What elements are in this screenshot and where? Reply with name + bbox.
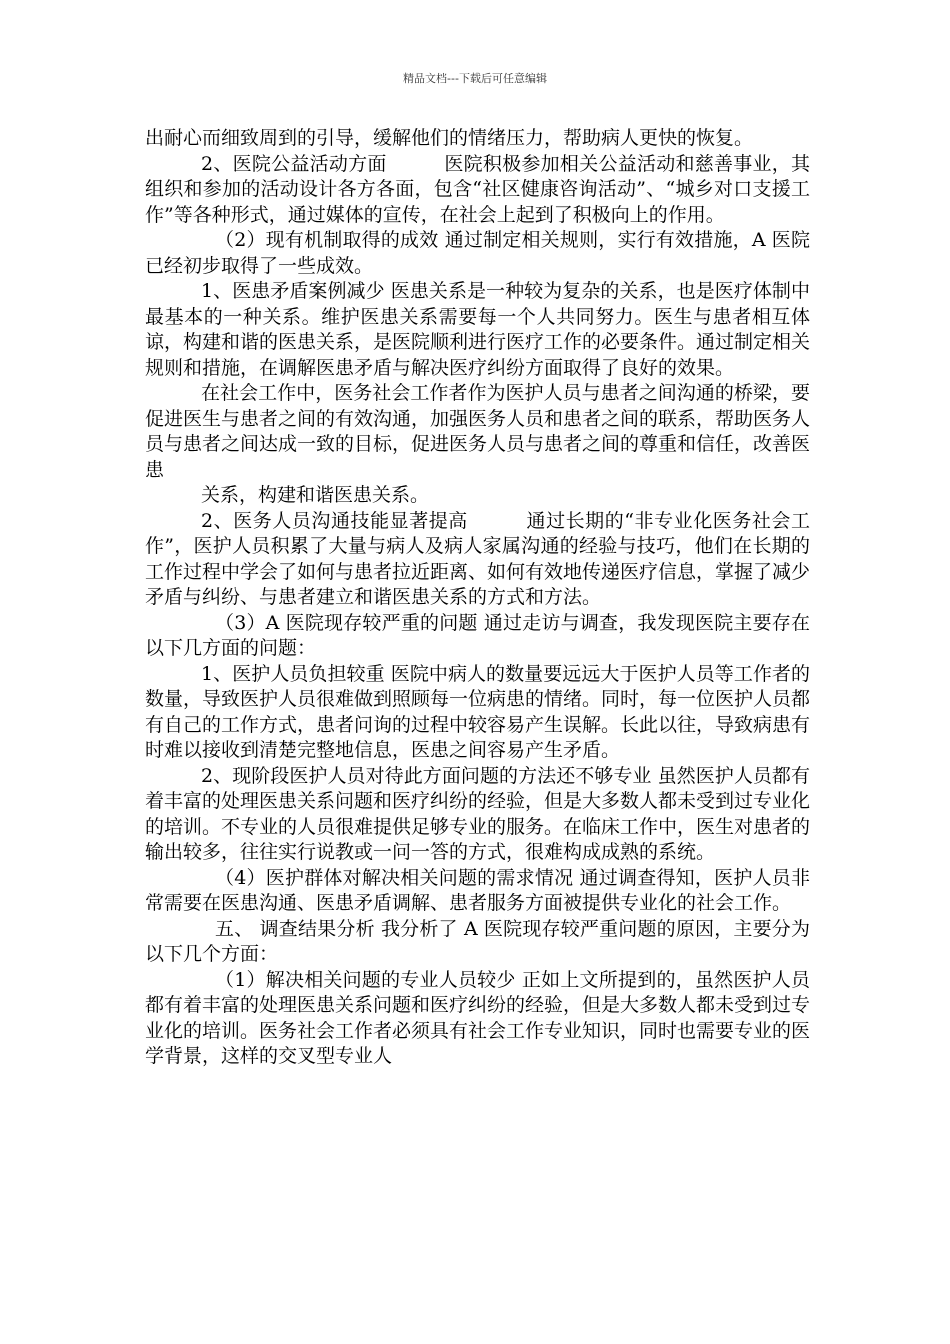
paragraph: 2、现阶段医护人员对待此方面问题的方法还不够专业 虽然医护人员都有着丰富的处理医患关系问题和医疗纠纷的经验，但是大多数人都未受到过专业化的培训。不专业的人员很难提供足够专业的服务。在临床工作中，医生对患者的输出较多，往往实行说教或一问一答的方式，很难构成成熟的系统。	[145, 764, 811, 863]
paragraph: 2、医院公益活动方面 医院积极参加相关公益活动和慈善事业，其组织和参加的活动设计各方各面，包含“社区健康咨询活动”、“城乡对口支援工作”等各种形式，通过媒体的宣传，在社会上起到了积极向上的作用。	[145, 152, 810, 226]
page-header: 精品文档---下载后可任意编辑	[403, 72, 547, 85]
paragraph: 1、医护人员负担较重 医院中病人的数量要远远大于医护人员等工作者的数量，导致医护人员很难做到照顾每一位病患的情绪。同时，每一位医护人员都有自己的工作方式，患者问询的过程中较容易产生误解。长此以往，导致病患有时难以接收到清楚完整地信息，医患之间容易产生矛盾。	[145, 662, 811, 761]
paragraph: 出耐心而细致周到的引导，缓解他们的情绪压力，帮助病人更快的恢复。	[145, 127, 754, 149]
paragraph: （1）解决相关问题的专业人员较少 正如上文所提到的，虽然医护人员都有着丰富的处理医患关系问题和医疗纠纷的经验，但是大多数人都未受到过专业化的培训。医务社会工作者必须具有社会工作专业知识，同时也需要专业的医学背景，这样的交叉型专业人	[145, 968, 811, 1067]
paragraph: （4）医护群体对解决相关问题的需求情况 通过调查得知，医护人员非常需要在医患沟通、医患矛盾调解、患者服务方面被提供专业化的社会工作。	[145, 866, 810, 914]
paragraph: 五、 调查结果分析 我分析了 A 医院现存较严重问题的原因，主要分为以下几个方面：	[145, 917, 810, 965]
document-body	[145, 126, 810, 1070]
paragraph: 在社会工作中，医务社会工作者作为医护人员与患者之间沟通的桥梁，要促进医生与患者之间的有效沟通，加强医务人员和患者之间的联系，帮助医务人员与患者之间达成一致的目标，促进医务人员与患者之间的尊重和信任，改善医患	[145, 382, 811, 481]
paragraph: （2）现有机制取得的成效 通过制定相关规则，实行有效措施，A 医院已经初步取得了一些成效。	[145, 229, 810, 277]
paragraph: （3）A 医院现存较严重的问题 通过走访与调查，我发现医院主要存在以下几方面的问题：	[145, 611, 810, 659]
paragraph: 2、医务人员沟通技能显著提高 通过长期的“非专业化医务社会工作”，医护人员积累了大量与病人及病人家属沟通的经验与技巧，他们在长期的工作过程中学会了如何与患者拉近距离、如何有效地传递医疗信息，掌握了减少矛盾与纠纷、与患者建立和谐医患关系的方式和方法。	[145, 509, 811, 608]
paragraph: 1、医患矛盾案例减少 医患关系是一种较为复杂的关系，也是医疗体制中最基本的一种关系。维护医患关系需要每一个人共同努力。医生与患者相互体谅，构建和谐的医患关系，是医院顺利进行医疗工作的必要条件。通过制定相关规则和措施，在调解医患矛盾与解决医疗纠纷方面取得了良好的效果。	[145, 280, 811, 379]
paragraph: 关系，构建和谐医患关系。	[201, 484, 430, 506]
